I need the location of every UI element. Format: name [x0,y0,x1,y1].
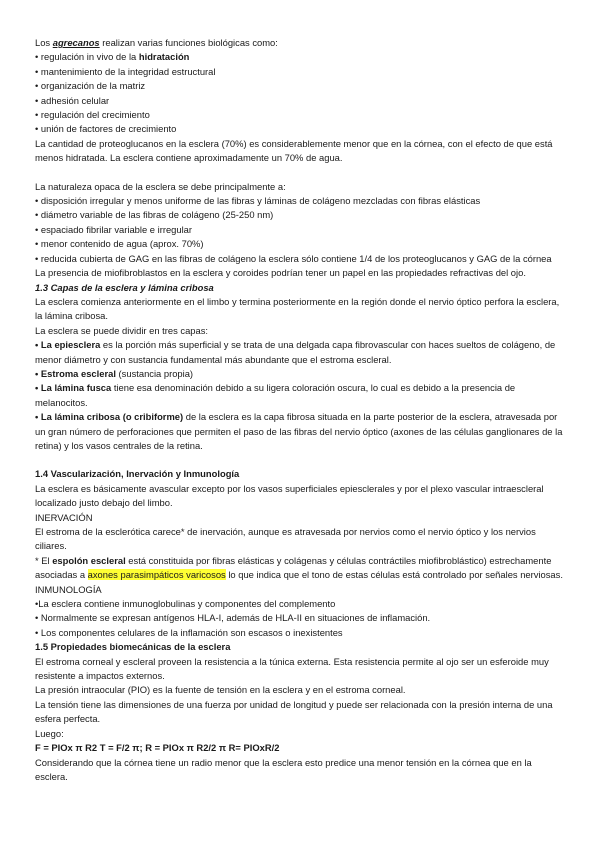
cribosa-item: • La lámina cribosa (o cribiforme) de la esclera es la capa fibrosa situada en la parte posterior de la esclera, atravesada por un gran número de perforaciones que permiten el paso de las fibras del nervio óptico (axones de las células ganglionares de la retina) y los vasos centrales de la retina. [35,411,563,451]
list-item: • unión de factores de crecimiento [35,123,177,135]
list-item: • organización de la matriz [35,80,146,92]
list-item: • Los componentes celulares de la inflamación son escasos o inexistentes [35,626,343,638]
agrecanos-intro: Los agrecanos realizan varias funciones biológicas como: [35,37,278,48]
espolon-paragraph: * El espolón escleral está constituida por fibras elásticas y colágenas y células contráctiles miofibroblástico) estrechamente asociadas a axones parasimpáticos varicosos lo que indica que el tono de estas células está controlado por señales nerviosas. [35,554,563,581]
list-item: • menor contenido de agua (aprox. 70%) [35,238,204,250]
list-item: • regulación in vivo de la hidratación [35,51,190,63]
proteoglucanos-paragraph: La cantidad de proteoglucanos en la esclera (70%) es considerablemente menor que en la córnea, con el efecto de que está menos hidratada. La esclera contiene aproximadamente un 70% de agua. [35,137,553,164]
miofibroblastos-paragraph: La presencia de miofibroblastos en la esclera y coroides podrían tener un papel en las propiedades refractivas del ojo. [35,267,526,279]
list-item: • mantenimiento de la integridad estructural [35,65,216,77]
formula: F = PIOx π R2 T = F/2 π; R = PIOx π R2/2 π R= PIOxR/2 [35,742,280,754]
section-heading-1-5: 1.5 Propiedades biomecánicas de la esclera [35,641,231,653]
fusca-item: • La lámina fusca tiene esa denominación debido a su ligera coloración oscura, lo cual es debido a la presencia de melanocitos. [35,382,516,408]
inervacion-label: INERVACIÓN [35,511,93,523]
opacity-intro: La naturaleza opaca de la esclera se debe principalmente a: [35,180,286,192]
highlighted-text: axones parasimpáticos varicosos [87,569,226,581]
list-item: • Normalmente se expresan antígenos HLA-I, además de HLA-II en situaciones de inflamación. [35,612,431,624]
section-heading-1-3: 1.3 Capas de la esclera y lámina cribosa [35,281,214,293]
conclusion-paragraph: Considerando que la córnea tiene un radio menor que la esclera esto predice una menor tensión en la córnea que en la esclera. [35,756,532,782]
inervacion-paragraph: El estroma de la esclerótica carece* de inervación, aunque es atravesada por nervios como el nervio óptico y los nervios ciliares. [35,526,536,552]
section-heading-1-4: 1.4 Vascularización, Inervación y Inmunología [35,468,240,480]
list-item: • disposición irregular y menos uniforme de las fibras y láminas de colágeno mezcladas con fibras elásticas [35,195,481,207]
list-item: • espaciado fibrilar variable e irregular [35,223,193,235]
resistencia-paragraph: El estroma corneal y escleral proveen la resistencia a la túnica externa. Esta resistencia permite al ojo ser un esferoide muy resistente a impactos externos. [35,655,549,682]
epiesclera-item: • La epiesclera es la porción más superficial y se trata de una delgada capa fibrovascular con haces sueltos de colágeno, de menor diámetro y con sustancia fundamental más abundante que el estroma escleral. [35,339,556,365]
list-item: • reducida cubierta de GAG en las fibras de colágeno la esclera sólo contiene 1/4 de los proteoglucanos y GAG de la córnea [35,252,552,264]
list-item: •La esclera contiene inmunoglobulinas y componentes del complemento [35,598,336,610]
esclera-limits-paragraph: La esclera comienza anteriormente en el limbo y termina posteriormente en la región donde el nervio óptico perfora la esclera, la lámina cribosa. [35,295,560,322]
list-item: • regulación del crecimiento [35,109,150,121]
document-page [35,36,567,784]
inmunologia-label: INMUNOLOGÍA [35,583,102,595]
agrecanos-term: agrecanos [52,37,100,48]
list-item: • adhesión celular [35,94,110,106]
luego-label: Luego: [35,727,64,739]
list-item: • diámetro variable de las fibras de colágeno (25-250 nm) [35,209,274,221]
vascular-paragraph: La esclera es básicamente avascular excepto por los vasos superficiales epiesclerales y por el plexo vascular intraescleral localizado justo debajo del limbo. [35,482,544,509]
pio-paragraph: La presión intraocular (PIO) es la fuente de tensión en la esclera y en el estroma corneal. [35,684,406,696]
tension-paragraph: La tensión tiene las dimensiones de una fuerza por unidad de longitud y puede ser relacionada con la presión interna de una esfera perfecta. [35,698,553,725]
layers-intro: La esclera se puede dividir en tres capas: [35,324,209,336]
estroma-item: • Estroma escleral (sustancia propia) [35,367,194,379]
